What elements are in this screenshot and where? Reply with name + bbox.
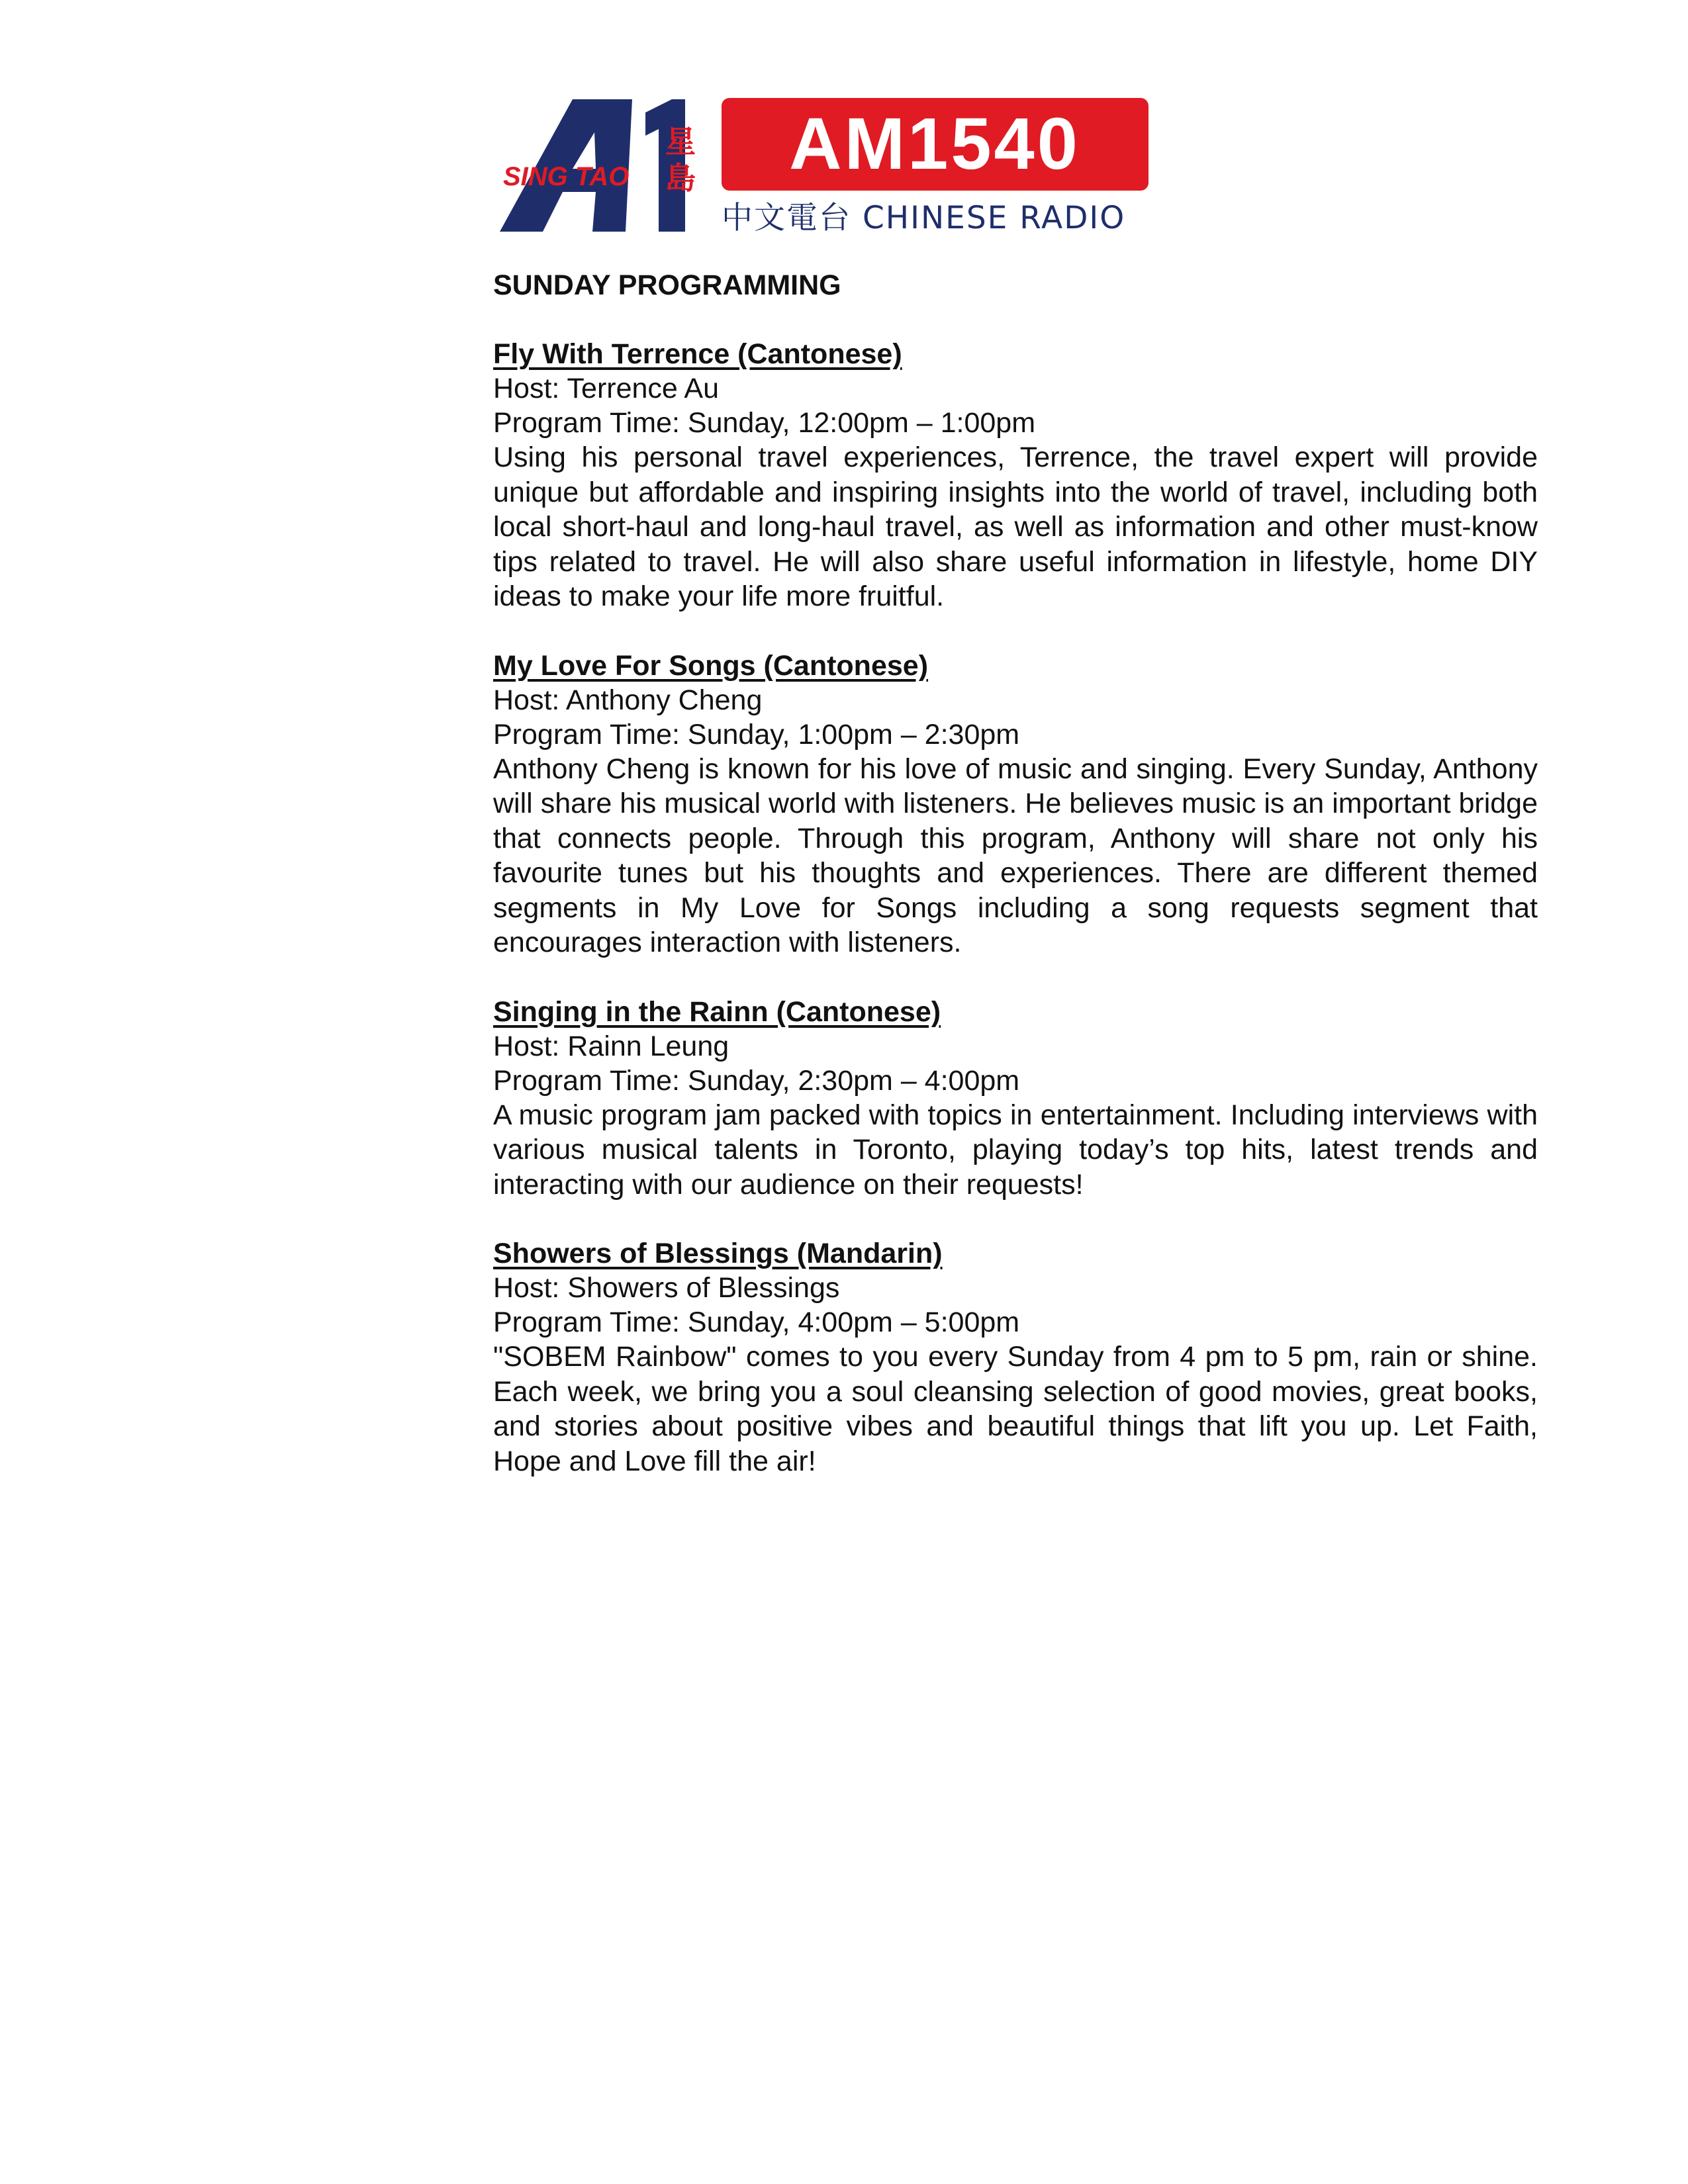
program-host: Host: Anthony Cheng <box>493 684 763 716</box>
program-entry <box>493 995 1538 1203</box>
page-heading: SUNDAY PROGRAMMING <box>493 269 841 301</box>
program-title: Showers of Blessings (Mandarin) <box>493 1238 943 1269</box>
program-description: A music program jam packed with topics in entertainment. Including interviews with various musical talents in Toronto, playing today’s top hits, latest trends and interacting with our audience on their requests! <box>493 1099 1538 1201</box>
program-host: Host: Terrence Au <box>493 373 719 404</box>
program-description: Using his personal travel experiences, Terrence, the travel expert will provide unique but affordable and inspiring insights into the world of travel, including both local short-haul and long-haul travel, as well as information and other must-know tips related to travel. He will also share useful information in lifestyle, home DIY ideas to make your life more fruitful. <box>493 441 1538 612</box>
program-title: My Love For Songs (Cantonese) <box>493 649 929 682</box>
program-title: Singing in the Rainn (Cantonese) <box>493 995 941 1028</box>
program-time: Program Time: Sunday, 12:00pm – 1:00pm <box>493 407 1036 439</box>
program-description: Anthony Cheng is known for his love of music and singing. Every Sunday, Anthony will share his musical world with listeners. He believes music is an important bridge that connects people. Through this program, Anthony will share not only his favourite tunes but his thoughts and experiences. There are different themed segments in My Love for Songs including a song requests segment that encourages interaction with listeners. <box>493 752 1538 958</box>
program-host: Host: Showers of Blessings <box>493 1272 840 1304</box>
program-entry <box>493 1236 1538 1479</box>
program-time: Program Time: Sunday, 2:30pm – 4:00pm <box>493 1064 1020 1097</box>
logo-chinese-char-2: 島 <box>665 160 696 196</box>
logo-sing-tao-text: SING TAO <box>503 162 630 191</box>
logo-subtitle-text: 中文電台 CHINESE RADIO <box>722 200 1126 236</box>
program-time: Program Time: Sunday, 4:00pm – 5:00pm <box>493 1306 1020 1338</box>
program-entry <box>493 649 1538 960</box>
logo-station-text: AM1540 <box>789 103 1080 185</box>
sing-tao-am1540-logo <box>496 93 1149 242</box>
program-title: Fly With Terrence (Cantonese) <box>493 338 902 370</box>
program-host: Host: Rainn Leung <box>493 1030 729 1062</box>
program-entry <box>493 337 1538 614</box>
program-time: Program Time: Sunday, 1:00pm – 2:30pm <box>493 718 1020 751</box>
program-description: "SOBEM Rainbow" comes to you every Sunday from 4 pm to 5 pm, rain or shine. Each week, we bring you a soul cleansing selection of good movies, great books, and stories about positive vibes and beautiful things that lift you up. Let Faith, Hope and Love fill the air! <box>493 1341 1538 1477</box>
document-body <box>493 268 1538 1513</box>
logo-chinese-char-1: 星 <box>665 124 696 159</box>
